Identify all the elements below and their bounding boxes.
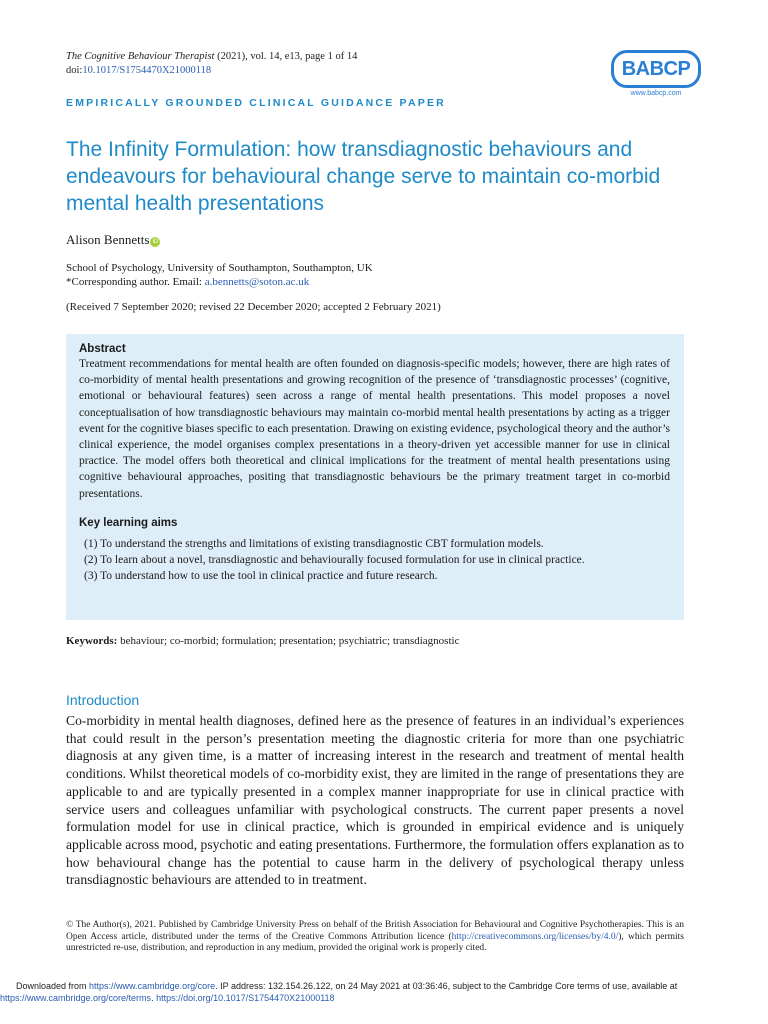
aim-item: (1) To understand the strengths and limitations of existing transdiagnostic CBT formulation models. <box>84 537 544 550</box>
abstract-box <box>66 334 684 620</box>
keywords-label: Keywords: <box>66 635 118 647</box>
doi-url-link[interactable]: https://doi.org/10.1017/S1754470X21000118 <box>156 993 335 1003</box>
cambridge-core-link[interactable]: https://www.cambridge.org/core <box>89 981 216 991</box>
aims-heading: Key learning aims <box>79 516 178 529</box>
download-middle: . IP address: 132.154.26.122, on 24 May 2021 at 03:36:46, subject to the Cambridge Core terms of use, available at <box>215 981 678 991</box>
received-dates: (Received 7 September 2020; revised 22 December 2020; accepted 2 February 2021) <box>66 301 441 313</box>
abstract-heading: Abstract <box>79 343 126 355</box>
doi-prefix: doi: <box>66 65 83 76</box>
journal-name: The Cognitive Behaviour Therapist <box>66 51 215 62</box>
copyright-part1: © The Author(s), 2021. Published by Cambridge University Press on behalf of the British Association for Behavioural and Cognitive Psychotherapies. This is an Open Access article, distributed under the terms of the Creative Commons Attribution licence ( <box>66 920 684 942</box>
paper-type: EMPIRICALLY GROUNDED CLINICAL GUIDANCE PAPER <box>66 97 446 109</box>
author-name[interactable]: Alison Bennetts <box>66 232 150 247</box>
author-email-link[interactable]: a.bennetts@soton.ac.uk <box>204 276 310 288</box>
introduction-heading: Introduction <box>66 692 140 708</box>
doi-link[interactable]: 10.1017/S1754470X21000118 <box>82 65 212 76</box>
download-prefix: Downloaded from <box>16 981 90 991</box>
abstract-text: Treatment recommendations for mental health are often founded on diagnosis-specific models; however, there are high rates of co-morbidity of mental health presentations and growing recognition of the presence of ‘transdiagnostic processes’ (cognitive, emotional or behavioural features) seen across a range of mental health presentations. This model proposes a novel conceptualisation of how transdiagnostic behaviours may maintain co-morbid mental health presentations by acting as a trigger event for the cognitive biases specific to each presentation. Drawing on existing evidence, psychological theory and the author’s clinical experience, the model organises complex presentations in a theory-driven yet accessible manner for use in clinical practice. The model offers both theoretical and clinical implications for the treatment of mental health presentations using cognitive behavioural approaches, positing that transdiagnostic behaviours be the primary treatment target in co-morbid presentations. <box>79 358 670 500</box>
keywords <box>66 635 459 647</box>
terms-link[interactable]: https://www.cambridge.org/core/terms <box>0 993 152 1003</box>
license-link[interactable]: http://creativecommons.org/licenses/by/4.0/ <box>451 931 619 942</box>
copyright-part2: ), which permits unrestricted re-use, distribution, and reproduction in any medium, provided the original work is properly cited. <box>66 931 684 954</box>
download-notice <box>0 980 768 1004</box>
author-line <box>66 232 160 248</box>
aim-item: (3) To understand how to use the tool in clinical practice and future research. <box>84 570 438 583</box>
aims-list <box>79 536 670 585</box>
orcid-icon[interactable]: iD <box>150 237 160 247</box>
journal-details: (2021), vol. 14, e13, page 1 of 14 <box>214 51 358 62</box>
affiliation-line: School of Psychology, University of Southampton, Southampton, UK <box>66 262 373 274</box>
babcp-logo-mark: BABCP <box>611 50 702 88</box>
article-title: The Infinity Formulation: how transdiagnostic behaviours and endeavours for behavioural change serve to maintain co-morbid mental health presentations <box>66 138 661 215</box>
aim-item: (2) To learn about a novel, transdiagnostic and behaviourally focused formulation for use in clinical practice. <box>84 554 585 567</box>
introduction-text: Co-morbidity in mental health diagnoses, defined here as the presence of features in an individual’s experiences that could result in the person’s presentation meeting the diagnostic criteria for more than one psychiatric diagnosis at any given time, is a matter of increasing interest in the research and treatment of mental health conditions. Whilst theoretical models of co-morbidity exist, they are limited in the range of presentations they are applicable to and are typically presented in a complex manner inappropriate for use in clinical practice with service users and colleagues unfamiliar with psychological constructs. The current paper presents a novel formulation model for use in clinical practice, which is grounded in empirical evidence and is uniquely applicable across mood, psychotic and eating presentations. Furthermore, the formulation offers explanation as to how behavioural change has the potential to cause harm in the delivery of psychological therapy unless transdiagnostic behaviours are attended to in treatment. <box>66 713 684 888</box>
download-sep: . <box>151 993 157 1003</box>
corresponding-label: *Corresponding author. Email: <box>66 276 205 288</box>
babcp-url[interactable]: www.babcp.com <box>630 90 682 97</box>
journal-citation <box>66 50 357 78</box>
keywords-list: behaviour; co-morbid; formulation; presentation; psychiatric; transdiagnostic <box>117 635 460 647</box>
babcp-logo[interactable] <box>610 50 702 97</box>
copyright-notice <box>66 920 684 955</box>
affiliation <box>66 261 373 289</box>
